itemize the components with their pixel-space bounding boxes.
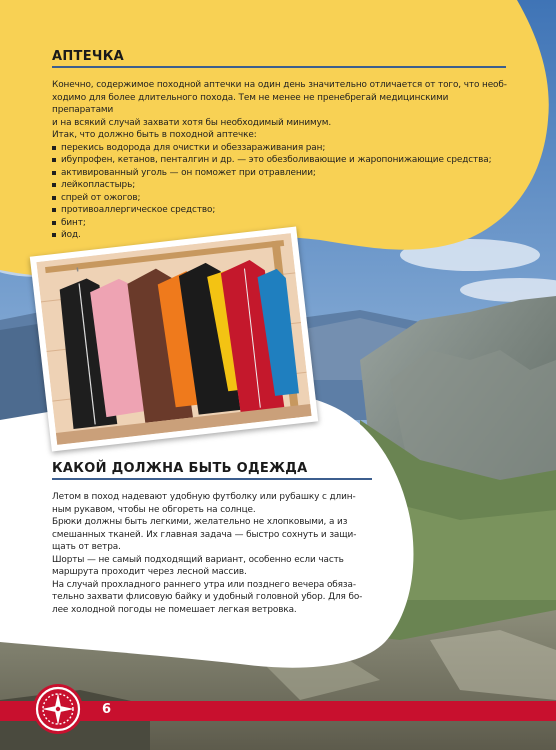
first-aid-intro-line: ходимо для более длительного похода. Тем не менее не пренебрегай медицинскими препаратами xyxy=(52,92,449,115)
clothing-line: смешанных тканей. Их главная задача — быстро сохнуть и защи- xyxy=(52,529,357,540)
clothing-line: Брюки должны быть легкими, желательно не хлопковыми, а из xyxy=(52,517,348,527)
first-aid-intro-line: и на всякий случай захвати хотя бы необходимый минимум. xyxy=(52,117,332,128)
compass-icon xyxy=(32,683,84,735)
clothing-line: тельно захвати флисовую байку и удобный головной убор. Для бо- xyxy=(52,592,363,602)
clothing-line: На случай прохладного раннего утра или позднего вечера обяза- xyxy=(52,579,356,590)
clothing-title-rule xyxy=(52,478,372,480)
clothing-title: КАКОЙ ДОЛЖНА БЫТЬ ОДЕЖДА xyxy=(52,461,308,476)
list-item: спрей от ожогов; xyxy=(52,192,512,205)
jackets-illustration xyxy=(36,233,311,445)
list-item: активированный уголь — он поможет при отравлении; xyxy=(52,167,512,180)
page-number: 6 xyxy=(102,702,112,717)
first-aid-intro-line: Конечно, содержимое походной аптечки на один день значительно отличается от того, что необ- xyxy=(52,80,507,90)
list-item: бинт; xyxy=(52,217,512,230)
clothing-line: Летом в поход надевают удобную футболку или рубашку с длин- xyxy=(52,492,356,502)
first-aid-intro-line: Итак, что должно быть в походной аптечке: xyxy=(52,130,257,140)
first-aid-title: АПТЕЧКА xyxy=(52,49,124,64)
list-item: противоаллергическое средство; xyxy=(52,204,512,217)
list-item: ибупрофен, кетанов, пенталгин и др. — это обезболивающие и жаропонижающие средства; xyxy=(52,154,512,167)
list-item: перекись водорода для очистки и обеззараживания ран; xyxy=(52,142,512,155)
first-aid-title-rule xyxy=(52,66,506,68)
clothing-line: маршрута проходит через лесной массив. xyxy=(52,567,247,577)
first-aid-text xyxy=(52,79,512,242)
jackets-photo xyxy=(30,226,318,451)
list-item: йод. xyxy=(52,229,512,242)
list-item: лейкопластырь; xyxy=(52,179,512,192)
clothing-line: ным рукавом, чтобы не обгореть на солнце. xyxy=(52,504,256,515)
clothing-line: Шорты — не самый подходящий вариант, особенно если часть xyxy=(52,554,344,565)
first-aid-list xyxy=(52,142,512,242)
clothing-line: щать от ветра. xyxy=(52,542,121,552)
clothing-line: лее холодной погоды не помешает легкая ветровка. xyxy=(52,604,297,615)
clothing-text xyxy=(52,491,382,616)
